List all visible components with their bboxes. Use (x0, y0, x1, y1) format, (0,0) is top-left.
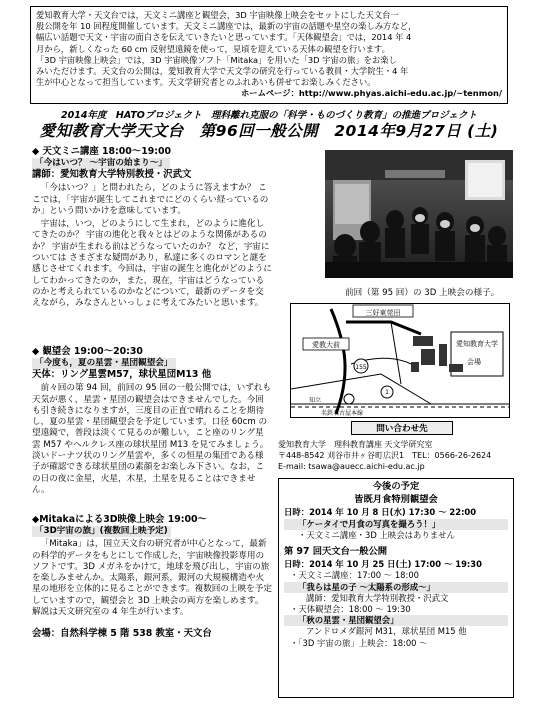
mitaka-venue: 会場：自然科学棟 5 階 538 教室・天文台 (32, 628, 212, 640)
observation-targets: 天体：リング星雲M57，球状星団M13 他 (32, 369, 212, 381)
lecture-heading: ◆ 天文ミニ講座 18:00～19:00 (32, 146, 172, 157)
observation-topic: 「今度も，夏の星雲・星団観望会」 (32, 358, 176, 369)
observation-heading: ◆ 観望会 19:00～20:30 (32, 346, 143, 357)
map-univ-front: 愛教大前 (312, 341, 340, 349)
contact-line: 〒448-8542 刈谷市井ヶ谷町広沢1 TEL：0566-26-2624 (278, 451, 492, 460)
event2-item: ・「3D 宇宙の旅」上映会：18:00 ～ (290, 637, 428, 648)
mitaka-heading: ◆Mitakaによる3D映像上映会 19:00～ (32, 514, 207, 525)
event1-note: ・天文ミニ講座・3D 上映会はありません (298, 529, 455, 540)
intro-line: 月から，新しくなった 60 cm 反射望遠鏡を使って，見頃を迎えている天体の観望を行います。 (36, 43, 390, 54)
lecture-paragraph: 「今はいつ？」と問われたら，どのように答えますか？ ここでは，「宇宙が誕生してこれまでにどのくらい経っているのか」という問いかけを意味しています。 (32, 183, 269, 216)
map-chiryu: 知立 (309, 397, 322, 404)
intro-line: 幅広い話題で天文・宇宙の面白さを伝えていきたいと思っています。「天体観望会」では，2014 年 4 (36, 32, 412, 43)
lecture-paragraph: 宇宙は，いつ，どのようにして生まれ，どのように進化してきたのか？ 宇宙の進化と我々とはどのような関係があるのか？ 宇宙が生まれる前はどうなっていたのか？ など，宇宙については さまざまな疑問があり，私達に多くのロマンと謎を感じさせてくれます。今回は，宇宙の誕生と進化がどのようにしてわかってきたのか，また，現在，宇宙はどうなっているのかと考えられているのかなどについて，最新のデータを交えながら，みなさんといっしょに考えてみたいと思います。 (32, 219, 272, 309)
map-railway-label: 名鉄名古屋本線 (321, 410, 364, 417)
event1-date: 日時：2014 年 10 月 8 日(水) 17:30 ～ 22:00 (284, 507, 477, 518)
intro-box (30, 6, 508, 104)
project-subtitle: 2014年度 HATOプロジェクト 理科離れ克服の「科学・ものづくり教育」の推進プロジェクト (60, 110, 477, 121)
map-route-1: 1 (385, 389, 389, 396)
map-route-155: 155 (355, 364, 367, 371)
event2-item: ・天体観望会：18:00 ～ 19:30 (290, 604, 411, 615)
event2-item: アンドロメダ銀河 M31，球状星団 M15 他 (306, 626, 467, 637)
intro-line: 生が中心となって担当しています。天文学研究者とのふれあいも併せてお楽しみください。 (36, 77, 376, 88)
photo-caption: 前回（第 95 回）の 3D 上映会の様子。 (345, 288, 500, 298)
mitaka-paragraph: 「Mitaka」は，国立天文台の研究者が中心となって，最新の科学的データをもとにして作成した，宇宙映像投影専用のソフトです。3D メガネをかけて，地球を飛び出し，宇宙の旅を楽しみませんか。太陽系，銀河系，銀河の大規模構造や火星の地形を立体的に見ることができます。複数回の上映を予定していますので，観望会と 3D 上映会の両方を楽しめます。解説は天文研究室の 4 年生が行います。 (32, 539, 272, 618)
mitaka-topic: 「3D宇宙の旅」(複数回上映予定) (32, 526, 171, 537)
event2-item: 「我らは星の子 ～太陽系の形成～」 (284, 582, 508, 593)
observation-section (32, 346, 272, 496)
lecture-photo (325, 150, 513, 278)
intro-line: みいただけます。天文台の公開は，愛知教育大学で天文学の研究を行っている教員・大学院生・4 年 (36, 66, 409, 77)
map-venue-label: 会場 (467, 358, 481, 366)
lecture-lecturer: 講師：愛知教育大学特別教授・沢武文 (32, 169, 192, 181)
event2-item: ・天文ミニ講座：17:00 ～ 18:00 (290, 570, 419, 581)
event2-date: 日時：2014 年 10 月 25 日(土) 17:00 ～ 19:30 (284, 559, 482, 570)
intro-line: 「3D 宇宙映像上映会」では，3D 宇宙映像ソフト「Mitaka」を用いた「3D 宇宙の旅」をお楽し (36, 54, 397, 65)
schedule-box (278, 478, 514, 698)
lecture-topic: 「今はいつ？ ～宇宙の始まり～」 (32, 158, 170, 169)
observation-paragraph: 前々回の第 94 回，前回の 95 回の一般公開では，いずれも天気が悪く，星雲・星団の観望会はできませんでした。今回も引き続きになりますが，三度目の正直で晴れることを期待し，夏の星雲・星団観望会を予定しています。口径 60cm の望遠鏡で，普段は淡くて見るのが難しい，こと座のリング星雲 M57 やヘルクレス座の球状星団 M13 を見てみましょう。淡いドーナツ状のリング星雲や，多くの恒星の集団である様子が確認できる球状星団の素顔をお楽しみ下さい。なお，この日の夜に金星，火星，木星，土星を見ることはできません。 (32, 383, 272, 495)
intro-line: 愛知教育大学・天文台では，天文ミニ講座と観望会，3D 宇宙映像上映会をセットにした天文台一 (36, 10, 399, 20)
map-road-label: 三好東莞田 (365, 309, 401, 317)
contact-email[interactable]: E-mail: tsawa@auecc.aichi-edu.ac.jp (278, 462, 425, 471)
event2-item: 「秋の星雲・星団観望会」 (284, 615, 508, 626)
contact-info (278, 439, 514, 472)
homepage-link[interactable]: ホームページ：http://www.phyas.aichi-edu.ac.jp/~tenmon/ (240, 88, 502, 99)
audience-photo-image (325, 150, 513, 278)
event1-note: 「ケータイで月食の写真を撮ろう！」 (284, 519, 508, 530)
event2-item: 講師：愛知教育大学特別教授・沢武文 (306, 592, 449, 603)
page-title: 愛知教育大学天文台 第96回一般公開 2014年9月27日 (土) (39, 122, 499, 140)
contact-line: 愛知教育大学 理科教育講座 天文学研究室 (278, 440, 433, 449)
lecture-section (32, 146, 272, 310)
event1-title: 皆既月食特別観望会 (354, 494, 438, 506)
map-school-label: 愛知教育大学 (456, 340, 498, 348)
intro-line: 般公開を年 10 回程度開催しています。天文ミニ講座では，最新の宇宙の話題や星空の楽しみ方など， (36, 21, 417, 32)
schedule-header: 今後の予定 (372, 481, 420, 492)
contact-header: 問い合わせ先 (351, 421, 453, 435)
map-drawing (291, 304, 509, 417)
access-map (290, 303, 510, 418)
mitaka-section (32, 514, 272, 640)
event2-title: 第 97 回天文台一般公開 (284, 546, 388, 558)
